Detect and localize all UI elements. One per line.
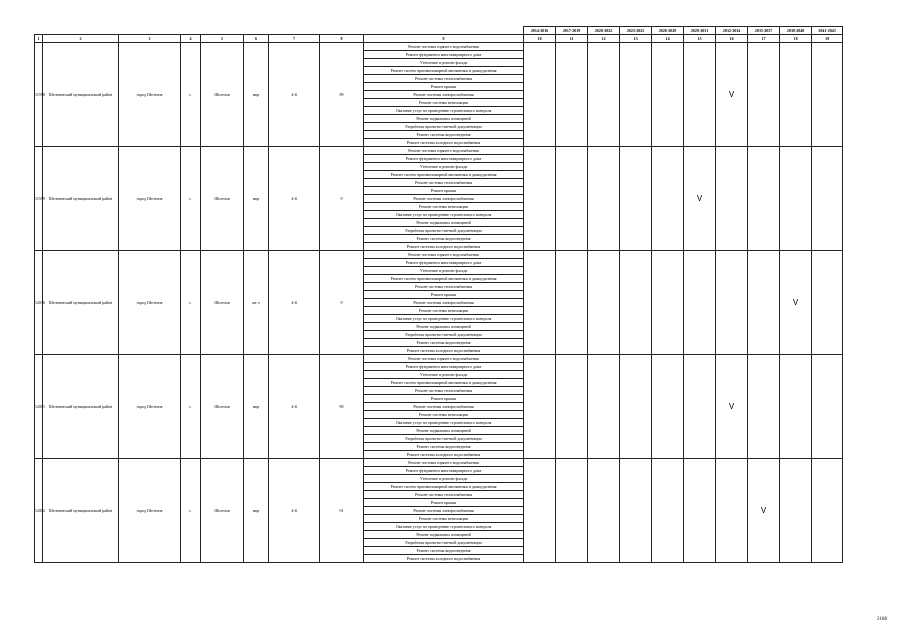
- street-type: мкр: [244, 147, 269, 251]
- city-name: город Шелехов: [119, 459, 181, 563]
- period-cell: [588, 355, 620, 459]
- house-number: 9: [320, 251, 364, 355]
- work-type: Ремонт системы горячего водоснабжения: [364, 459, 524, 467]
- column-number-row: [35, 35, 843, 43]
- table-row: [35, 459, 843, 467]
- period-cell: [524, 459, 556, 563]
- column-number: 17: [748, 35, 780, 43]
- period-cell: [812, 251, 843, 355]
- record-id: 12036: [35, 251, 43, 355]
- column-number: 9: [364, 35, 524, 43]
- work-type: Оказание услуг по проведению строительного контроля: [364, 107, 524, 115]
- work-type: Ремонт системы теплоснабжения: [364, 179, 524, 187]
- column-number: 8: [320, 35, 364, 43]
- period-cell: [524, 251, 556, 355]
- work-type: Ремонт системы горячего водоснабжения: [364, 147, 524, 155]
- work-type: Ремонт системы вентиляции: [364, 307, 524, 315]
- work-type: Утепление и ремонт фасада: [364, 163, 524, 171]
- work-type: Ремонт подвальных помещений: [364, 427, 524, 435]
- city-name: город Шелехов: [119, 355, 181, 459]
- house-number: 90: [320, 355, 364, 459]
- house-number: 9: [320, 147, 364, 251]
- district-name: Шелеховский муниципальный район: [43, 459, 119, 563]
- work-type: Ремонт системы горячего водоснабжения: [364, 355, 524, 363]
- period-cell: [780, 459, 812, 563]
- column-number: 11: [556, 35, 588, 43]
- work-type: Ремонт крыши: [364, 499, 524, 507]
- period-cell: [620, 147, 652, 251]
- period-mark: V: [780, 251, 812, 355]
- period-cell: [620, 355, 652, 459]
- work-type: Ремонт системы горячего водоснабжения: [364, 251, 524, 259]
- work-type: Ремонт фундамента многоквартирного дома: [364, 51, 524, 59]
- period-cell: [812, 459, 843, 563]
- table-body: [35, 27, 843, 563]
- work-type: Ремонт системы холодного водоснабжения: [364, 347, 524, 355]
- period-cell: [588, 43, 620, 147]
- column-number: 2: [43, 35, 119, 43]
- period-cell: [812, 355, 843, 459]
- work-type: Ремонт системы вентиляции: [364, 515, 524, 523]
- table-row: [35, 251, 843, 259]
- capital-repair-table: [34, 26, 843, 563]
- page-number: 2188: [877, 617, 887, 622]
- period-cell: [716, 147, 748, 251]
- period-cell: [716, 251, 748, 355]
- column-number: 12: [588, 35, 620, 43]
- work-type: Разработка проектно-сметной документации: [364, 331, 524, 339]
- work-type: Утепление и ремонт фасада: [364, 475, 524, 483]
- work-type: Ремонт системы водоотведения: [364, 131, 524, 139]
- period-header: 2026-2028: [652, 27, 684, 35]
- work-type: Ремонт крыши: [364, 395, 524, 403]
- work-type: Ремонт системы холодного водоснабжения: [364, 451, 524, 459]
- period-cell: [684, 251, 716, 355]
- settlement-type: г.: [181, 147, 201, 251]
- period-cell: [716, 459, 748, 563]
- table-row: [35, 147, 843, 155]
- column-number: 4: [181, 35, 201, 43]
- work-type: Ремонт крыши: [364, 83, 524, 91]
- work-type: Ремонт систем противопожарной автоматики и дымоудаления: [364, 275, 524, 283]
- period-cell: [748, 147, 780, 251]
- work-type: Ремонт системы теплоснабжения: [364, 283, 524, 291]
- column-number: 3: [119, 35, 181, 43]
- settlement-name: Шелехов: [201, 43, 244, 147]
- column-number: 13: [620, 35, 652, 43]
- period-header: 2035-2037: [748, 27, 780, 35]
- period-cell: [748, 355, 780, 459]
- column-number: 16: [716, 35, 748, 43]
- work-type: Утепление и ремонт фасада: [364, 267, 524, 275]
- work-type: Ремонт системы электроснабжения: [364, 195, 524, 203]
- period-cell: [556, 459, 588, 563]
- work-type: Ремонт систем противопожарной автоматики и дымоудаления: [364, 171, 524, 179]
- period-cell: [684, 43, 716, 147]
- house-number: 89: [320, 43, 364, 147]
- settlement-name: Шелехов: [201, 147, 244, 251]
- period-cell: [588, 251, 620, 355]
- period-header: 2020-2022: [588, 27, 620, 35]
- period-header: 2014-2016: [524, 27, 556, 35]
- district-name: Шелеховский муниципальный район: [43, 251, 119, 355]
- work-type: Ремонт системы горячего водоснабжения: [364, 43, 524, 51]
- work-type: Ремонт систем противопожарной автоматики и дымоудаления: [364, 379, 524, 387]
- period-cell: [588, 147, 620, 251]
- city-name: город Шелехов: [119, 43, 181, 147]
- work-type: Утепление и ремонт фасада: [364, 59, 524, 67]
- street-type: кв-л: [244, 251, 269, 355]
- street-name: 4-й: [269, 355, 320, 459]
- settlement-name: Шелехов: [201, 459, 244, 563]
- street-name: 4-й: [269, 251, 320, 355]
- period-cell: [556, 147, 588, 251]
- work-type: Ремонт системы холодного водоснабжения: [364, 243, 524, 251]
- period-cell: [780, 43, 812, 147]
- period-header: 2029-2031: [684, 27, 716, 35]
- column-number: 7: [269, 35, 320, 43]
- period-header: 2038-2040: [780, 27, 812, 35]
- city-name: город Шелехов: [119, 251, 181, 355]
- period-cell: [556, 43, 588, 147]
- period-mark: V: [684, 147, 716, 251]
- settlement-type: г.: [181, 251, 201, 355]
- period-mark: V: [716, 355, 748, 459]
- settlement-type: г.: [181, 459, 201, 563]
- work-type: Ремонт подвальных помещений: [364, 531, 524, 539]
- work-type: Ремонт системы электроснабжения: [364, 299, 524, 307]
- work-type: Ремонт фундамента многоквартирного дома: [364, 467, 524, 475]
- column-number: 1: [35, 35, 43, 43]
- settlement-name: Шелехов: [201, 251, 244, 355]
- district-name: Шелеховский муниципальный район: [43, 147, 119, 251]
- period-header: 2023-2025: [620, 27, 652, 35]
- work-type: Ремонт системы теплоснабжения: [364, 75, 524, 83]
- period-cell: [652, 459, 684, 563]
- work-type: Разработка проектно-сметной документации: [364, 539, 524, 547]
- period-cell: [588, 459, 620, 563]
- column-number: 18: [780, 35, 812, 43]
- record-id: 11598: [35, 43, 43, 147]
- work-type: Ремонт системы теплоснабжения: [364, 491, 524, 499]
- period-cell: [652, 355, 684, 459]
- work-type: Ремонт систем противопожарной автоматики и дымоудаления: [364, 67, 524, 75]
- work-type: Ремонт системы водоотведения: [364, 235, 524, 243]
- street-name: 4-й: [269, 147, 320, 251]
- work-type: Ремонт системы водоотведения: [364, 547, 524, 555]
- work-type: Оказание услуг по проведению строительного контроля: [364, 315, 524, 323]
- work-type: Ремонт системы электроснабжения: [364, 91, 524, 99]
- district-name: Шелеховский муниципальный район: [43, 43, 119, 147]
- period-cell: [812, 147, 843, 251]
- work-type: Ремонт системы холодного водоснабжения: [364, 555, 524, 563]
- period-header: 2032-2034: [716, 27, 748, 35]
- period-cell: [524, 147, 556, 251]
- work-type: Ремонт системы вентиляции: [364, 411, 524, 419]
- work-type: Ремонт фундамента многоквартирного дома: [364, 259, 524, 267]
- period-cell: [620, 251, 652, 355]
- district-name: Шелеховский муниципальный район: [43, 355, 119, 459]
- period-cell: [620, 43, 652, 147]
- house-number: 91: [320, 459, 364, 563]
- work-type: Ремонт систем противопожарной автоматики и дымоудаления: [364, 483, 524, 491]
- work-type: Ремонт крыши: [364, 291, 524, 299]
- work-type: Ремонт системы водоотведения: [364, 443, 524, 451]
- work-type: Оказание услуг по проведению строительного контроля: [364, 419, 524, 427]
- work-type: Разработка проектно-сметной документации: [364, 435, 524, 443]
- period-cell: [748, 43, 780, 147]
- period-cell: [524, 43, 556, 147]
- period-cell: [748, 251, 780, 355]
- work-type: Ремонт системы водоотведения: [364, 339, 524, 347]
- period-cell: [556, 251, 588, 355]
- record-id: 12001: [35, 355, 43, 459]
- column-number: 6: [244, 35, 269, 43]
- work-type: Ремонт системы электроснабжения: [364, 403, 524, 411]
- work-type: Ремонт фундамента многоквартирного дома: [364, 363, 524, 371]
- period-cell: [812, 43, 843, 147]
- work-type: Разработка проектно-сметной документации: [364, 123, 524, 131]
- period-cell: [780, 147, 812, 251]
- street-type: мкр: [244, 459, 269, 563]
- record-id: 12002: [35, 459, 43, 563]
- work-type: Ремонт подвальных помещений: [364, 323, 524, 331]
- work-type: Ремонт системы холодного водоснабжения: [364, 139, 524, 147]
- column-number: 5: [201, 35, 244, 43]
- work-type: Ремонт подвальных помещений: [364, 115, 524, 123]
- street-type: мкр: [244, 355, 269, 459]
- period-mark: V: [716, 43, 748, 147]
- work-type: Ремонт системы теплоснабжения: [364, 387, 524, 395]
- work-type: Ремонт системы вентиляции: [364, 99, 524, 107]
- work-type: Ремонт системы электроснабжения: [364, 507, 524, 515]
- column-number: 15: [684, 35, 716, 43]
- column-number: 10: [524, 35, 556, 43]
- work-type: Разработка проектно-сметной документации: [364, 227, 524, 235]
- period-cell: [684, 459, 716, 563]
- street-name: 4-й: [269, 459, 320, 563]
- record-id: 11599: [35, 147, 43, 251]
- period-cell: [684, 355, 716, 459]
- column-number: 19: [812, 35, 843, 43]
- period-cell: [524, 355, 556, 459]
- settlement-type: г.: [181, 43, 201, 147]
- period-cell: [652, 147, 684, 251]
- street-name: 4-й: [269, 43, 320, 147]
- table-row: [35, 43, 843, 51]
- table-row: [35, 355, 843, 363]
- period-header-row: [35, 27, 843, 35]
- work-type: Ремонт подвальных помещений: [364, 219, 524, 227]
- period-cell: [620, 459, 652, 563]
- work-type: Утепление и ремонт фасада: [364, 371, 524, 379]
- work-type: Оказание услуг по проведению строительного контроля: [364, 211, 524, 219]
- period-cell: [780, 355, 812, 459]
- settlement-type: г.: [181, 355, 201, 459]
- header-blank: [35, 27, 524, 35]
- settlement-name: Шелехов: [201, 355, 244, 459]
- period-cell: [652, 251, 684, 355]
- period-header: 2017-2019: [556, 27, 588, 35]
- period-cell: [652, 43, 684, 147]
- column-number: 14: [652, 35, 684, 43]
- period-header: 2041-2043: [812, 27, 843, 35]
- work-type: Ремонт крыши: [364, 187, 524, 195]
- work-type: Оказание услуг по проведению строительного контроля: [364, 523, 524, 531]
- city-name: город Шелехов: [119, 147, 181, 251]
- period-mark: V: [748, 459, 780, 563]
- street-type: мкр: [244, 43, 269, 147]
- work-type: Ремонт системы вентиляции: [364, 203, 524, 211]
- period-cell: [556, 355, 588, 459]
- work-type: Ремонт фундамента многоквартирного дома: [364, 155, 524, 163]
